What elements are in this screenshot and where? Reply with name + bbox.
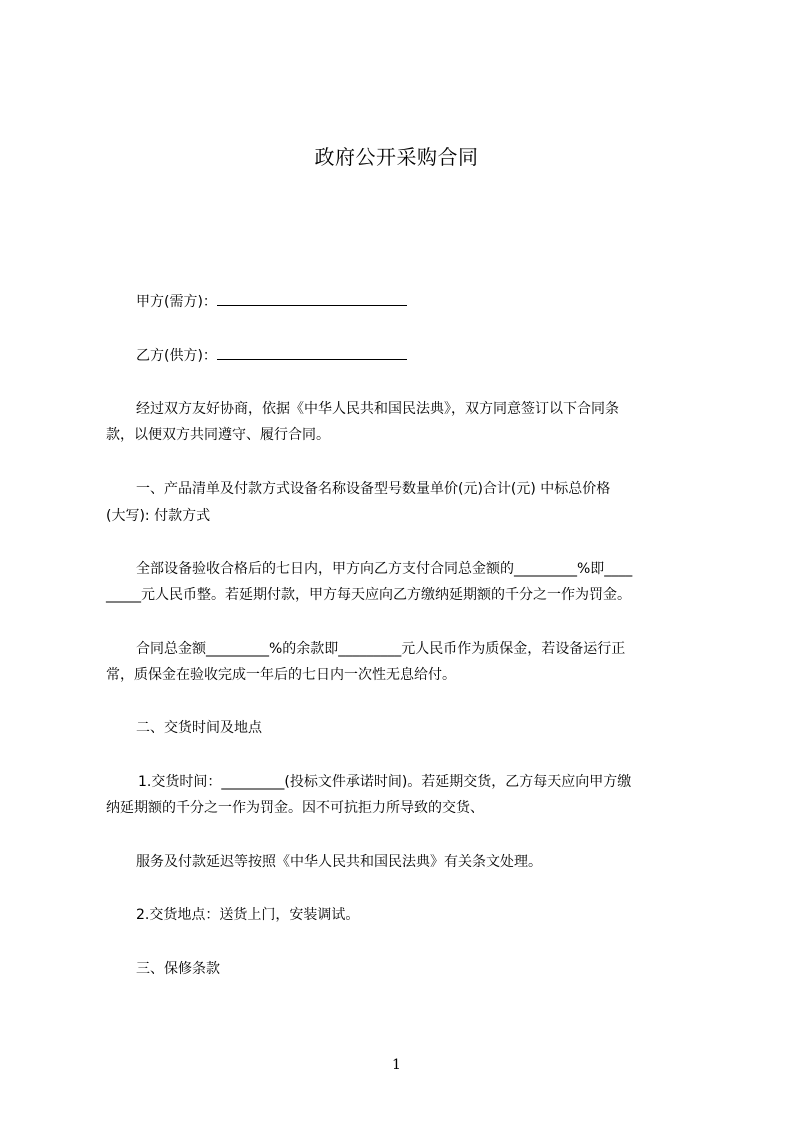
section-2-heading: 二、交货时间及地点 <box>136 720 262 736</box>
delivery-time-line-2: 纳延期额的千分之一作为罚金。因不可抗拒力所导致的交货、 <box>106 800 484 816</box>
intro-line-2: 款，以便双方共同遵守、履行合同。 <box>106 427 330 443</box>
warranty-line-2: 常，质保金在验收完成一年后的七日内一次性无息给付。 <box>106 667 456 683</box>
party-a-blank <box>217 291 407 306</box>
section-1-line-2: (大写): 付款方式 <box>106 508 211 524</box>
page-title: 政府公开采购合同 <box>314 145 479 169</box>
payment-line-1: 全部设备验收合格后的七日内，甲方向乙方支付合同总金额的_________%即____ <box>136 561 633 577</box>
section-1-line-1: 一、产品清单及付款方式设备名称设备型号数量单价(元)合计(元) 中标总价格 <box>136 481 611 497</box>
page-number: 1 <box>392 1057 401 1073</box>
delivery-place-line: 2.交货地点：送货上门，安装调试。 <box>136 907 360 923</box>
intro-line-1: 经过双方友好协商，依据《中华人民共和国民法典》，双方同意签订以下合同条 <box>136 401 619 417</box>
delivery-time-line-3: 服务及付款延迟等按照《中华人民共和国民法典》有关条文处理。 <box>136 854 542 870</box>
party-a-line <box>106 291 736 312</box>
party-b-blank <box>217 345 407 360</box>
warranty-line-1: 合同总金额_________%的余款即_________元人民币作为质保金，若设备运行正 <box>136 641 626 657</box>
payment-line-2: _____元人民币整。若延期付款，甲方每天应向乙方缴纳延期额的千分之一作为罚金。 <box>106 587 631 603</box>
party-b-line <box>106 345 736 366</box>
party-a-label: 甲方(需方)： <box>136 294 217 310</box>
party-b-label: 乙方(供方)： <box>136 348 217 364</box>
delivery-time-line-1: 1.交货时间：_________(投标文件承诺时间)。若延期交货，乙方每天应向甲方缴 <box>138 774 632 790</box>
section-3-heading: 三、保修条款 <box>136 961 220 977</box>
